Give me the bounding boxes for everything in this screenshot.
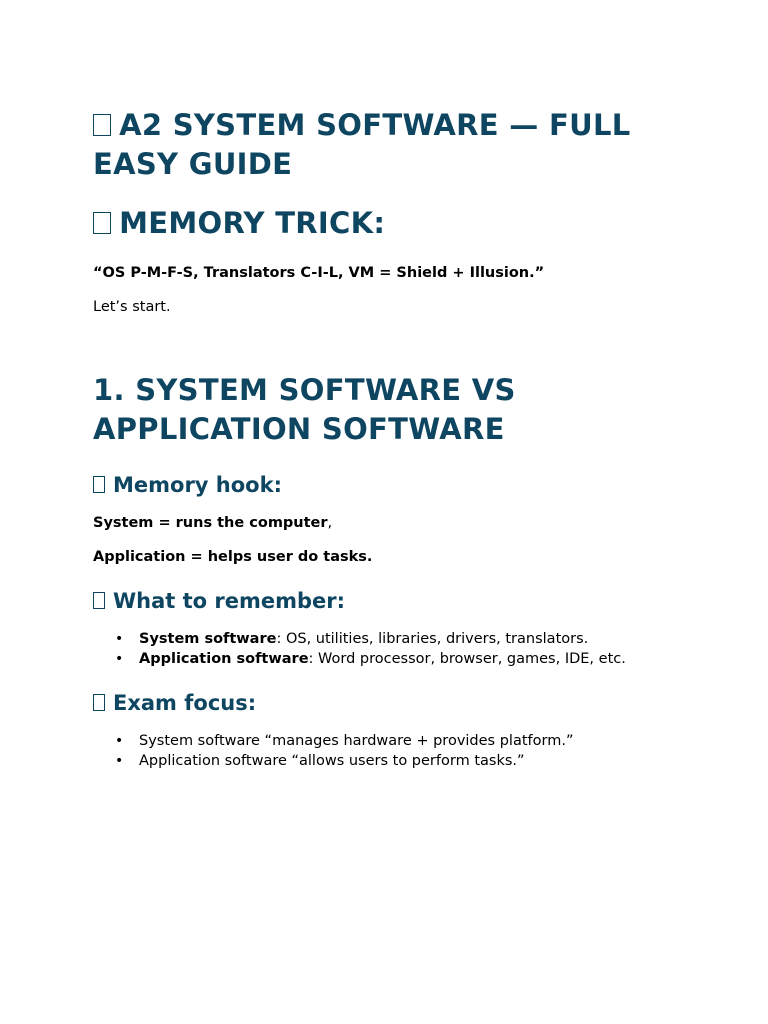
list-item (115, 751, 693, 771)
what-to-remember-list (93, 629, 693, 669)
memory-hook-line-1-rest: , (327, 515, 333, 531)
square-icon (93, 114, 111, 137)
list-item-term: System software (139, 631, 277, 647)
square-icon (93, 592, 105, 609)
memory-trick-quote: “OS P-M-F-S, Translators C-I-L, VM = Shield + Illusion.” (93, 265, 545, 281)
memory-trick-heading-text: MEMORY TRICK: (119, 206, 386, 240)
bullet: • (115, 651, 124, 667)
square-icon (93, 212, 111, 235)
intro-text: Let’s start. (93, 299, 171, 315)
what-to-remember-heading (93, 587, 693, 615)
list-item-text: : Word processor, browser, games, IDE, etc. (308, 651, 626, 667)
list-item (115, 649, 693, 669)
list-item (115, 629, 693, 649)
list-item-term: Application software (139, 651, 309, 667)
memory-hook-line-1-bold: System = runs the computer (93, 515, 328, 531)
memory-hook-line-1 (93, 513, 693, 533)
exam-focus-heading-text: Exam focus: (113, 691, 257, 715)
list-item-text: System software “manages hardware + provides platform.” (139, 733, 574, 749)
memory-hook-heading (93, 471, 693, 499)
memory-hook-line-2: Application = helps user do tasks. (93, 549, 373, 565)
bullet: • (115, 733, 124, 749)
document-title-text: A2 SYSTEM SOFTWARE — FULL EASY GUIDE (93, 108, 631, 181)
section-1-heading: 1. SYSTEM SOFTWARE VS APPLICATION SOFTWARE (93, 373, 516, 446)
document-page (93, 106, 693, 771)
square-icon (93, 694, 105, 711)
document-title (93, 106, 693, 184)
what-to-remember-heading-text: What to remember: (113, 589, 346, 613)
exam-focus-list (93, 731, 693, 771)
bullet: • (115, 631, 124, 647)
list-item-text: Application software “allows users to perform tasks.” (139, 753, 525, 769)
list-item (115, 731, 693, 751)
memory-trick-heading (93, 204, 693, 243)
square-icon (93, 476, 105, 493)
list-item-text: : OS, utilities, libraries, drivers, translators. (276, 631, 589, 647)
memory-hook-heading-text: Memory hook: (113, 473, 282, 497)
bullet: • (115, 753, 124, 769)
exam-focus-heading (93, 689, 693, 717)
